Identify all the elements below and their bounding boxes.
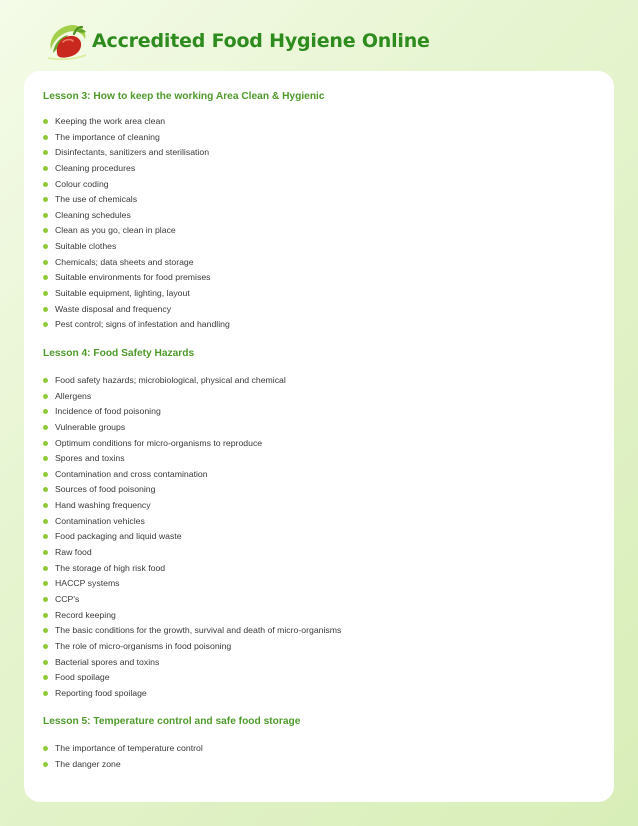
bullet-icon bbox=[43, 182, 48, 187]
lesson-5-topic-list bbox=[43, 741, 603, 772]
bullet-icon bbox=[43, 519, 48, 524]
bullet-icon bbox=[43, 550, 48, 555]
bullet-icon bbox=[43, 291, 48, 296]
bullet-icon bbox=[43, 307, 48, 312]
bullet-icon bbox=[43, 425, 48, 430]
list-item: Suitable equipment, lighting, layout bbox=[43, 286, 603, 302]
bullet-icon bbox=[43, 691, 48, 696]
bullet-icon bbox=[43, 613, 48, 618]
list-item: Hand washing frequency bbox=[43, 498, 603, 514]
list-item: Bacterial spores and toxins bbox=[43, 655, 603, 671]
list-item: Food packaging and liquid waste bbox=[43, 529, 603, 545]
list-item: Reporting food spoilage bbox=[43, 686, 603, 702]
bullet-icon bbox=[43, 260, 48, 265]
bullet-icon bbox=[43, 119, 48, 124]
list-item: Food safety hazards; microbiological, physical and chemical bbox=[43, 373, 603, 389]
bullet-icon bbox=[43, 378, 48, 383]
list-item: Suitable environments for food premises bbox=[43, 270, 603, 286]
list-item: Chemicals; data sheets and storage bbox=[43, 255, 603, 271]
bullet-icon bbox=[43, 566, 48, 571]
list-item: Food spoilage bbox=[43, 670, 603, 686]
list-item: Record keeping bbox=[43, 608, 603, 624]
bullet-icon bbox=[43, 472, 48, 477]
bullet-icon bbox=[43, 197, 48, 202]
bullet-icon bbox=[43, 503, 48, 508]
bullet-icon bbox=[43, 581, 48, 586]
list-item: Cleaning procedures bbox=[43, 161, 603, 177]
list-item: The danger zone bbox=[43, 757, 603, 773]
list-item: Contamination vehicles bbox=[43, 514, 603, 530]
list-item: Spores and toxins bbox=[43, 451, 603, 467]
bullet-icon bbox=[43, 213, 48, 218]
list-item: HACCP systems bbox=[43, 576, 603, 592]
bullet-icon bbox=[43, 487, 48, 492]
lesson-4-section bbox=[43, 347, 603, 701]
list-item: The use of chemicals bbox=[43, 192, 603, 208]
lesson-3-topic-list bbox=[43, 114, 603, 333]
bullet-icon bbox=[43, 244, 48, 249]
bullet-icon bbox=[43, 628, 48, 633]
bullet-icon bbox=[43, 394, 48, 399]
bullet-icon bbox=[43, 441, 48, 446]
list-item: Clean as you go, clean in place bbox=[43, 223, 603, 239]
bullet-icon bbox=[43, 275, 48, 280]
header bbox=[44, 20, 430, 62]
list-item: Suitable clothes bbox=[43, 239, 603, 255]
list-item: Keeping the work area clean bbox=[43, 114, 603, 130]
list-item: Optimum conditions for micro-organisms to reproduce bbox=[43, 436, 603, 452]
list-item: CCP's bbox=[43, 592, 603, 608]
list-item: Waste disposal and frequency bbox=[43, 302, 603, 318]
list-item: The role of micro-organisms in food poisoning bbox=[43, 639, 603, 655]
list-item: The importance of cleaning bbox=[43, 130, 603, 146]
lesson-title: Lesson 3: How to keep the working Area Clean & Hygienic bbox=[43, 91, 325, 102]
list-item: Sources of food poisoning bbox=[43, 482, 603, 498]
list-item: The basic conditions for the growth, survival and death of micro-organisms bbox=[43, 623, 603, 639]
bullet-icon bbox=[43, 534, 48, 539]
lesson-title: Lesson 5: Temperature control and safe food storage bbox=[43, 716, 301, 728]
bullet-icon bbox=[43, 456, 48, 461]
bullet-icon bbox=[43, 762, 48, 767]
bullet-icon bbox=[43, 409, 48, 414]
list-item: Contamination and cross contamination bbox=[43, 467, 603, 483]
lesson-content bbox=[43, 90, 603, 773]
bullet-icon bbox=[43, 597, 48, 602]
list-item: Pest control; signs of infestation and handling bbox=[43, 317, 603, 333]
bullet-icon bbox=[43, 135, 48, 140]
bullet-icon bbox=[43, 150, 48, 155]
chili-pepper-leaf-icon bbox=[44, 20, 90, 62]
bullet-icon bbox=[43, 644, 48, 649]
lesson-5-section bbox=[43, 715, 603, 772]
list-item: Raw food bbox=[43, 545, 603, 561]
list-item: Colour coding bbox=[43, 177, 603, 193]
list-item: Allergens bbox=[43, 389, 603, 405]
brand-title: Accredited Food Hygiene Online bbox=[92, 30, 430, 52]
lesson-4-topic-list bbox=[43, 373, 603, 701]
list-item: Vulnerable groups bbox=[43, 420, 603, 436]
lesson-3-section bbox=[43, 90, 603, 333]
list-item: The importance of temperature control bbox=[43, 741, 603, 757]
list-item: Cleaning schedules bbox=[43, 208, 603, 224]
list-item: The storage of high risk food bbox=[43, 561, 603, 577]
bullet-icon bbox=[43, 746, 48, 751]
list-item: Incidence of food poisoning bbox=[43, 404, 603, 420]
bullet-icon bbox=[43, 675, 48, 680]
bullet-icon bbox=[43, 660, 48, 665]
list-item: Disinfectants, sanitizers and sterilisation bbox=[43, 145, 603, 161]
lesson-title: Lesson 4: Food Safety Hazards bbox=[43, 347, 195, 359]
bullet-icon bbox=[43, 228, 48, 233]
bullet-icon bbox=[43, 166, 48, 171]
bullet-icon bbox=[43, 322, 48, 327]
